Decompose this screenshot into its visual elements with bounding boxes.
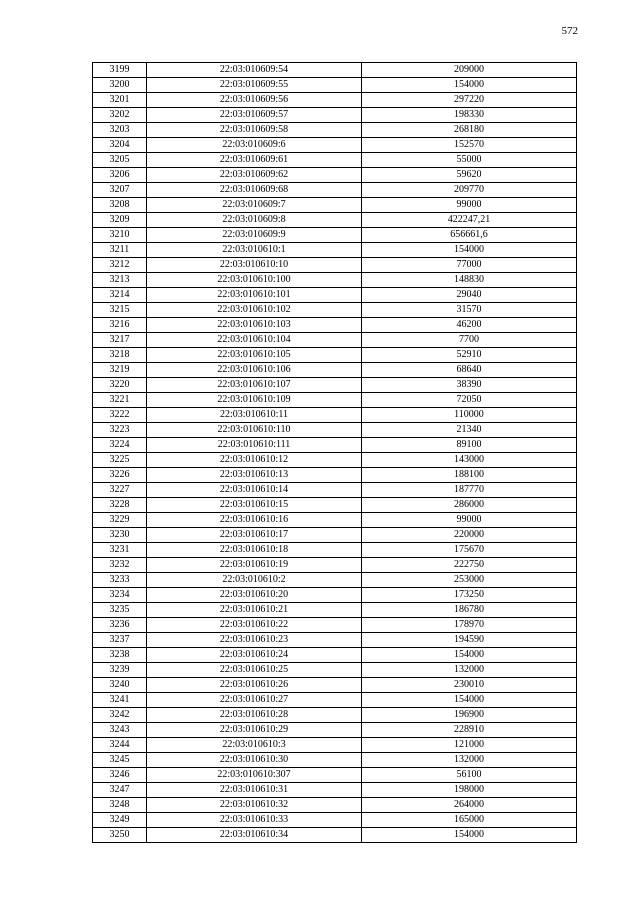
cadastral-number-cell: 22:03:010610:107 [147, 378, 362, 393]
cadastral-value-cell: 209000 [362, 63, 577, 78]
row-number-cell: 3232 [93, 558, 147, 573]
cadastral-number-cell: 22:03:010610:17 [147, 528, 362, 543]
cadastral-number-cell: 22:03:010609:58 [147, 123, 362, 138]
table-row [93, 138, 577, 153]
cadastral-value-cell: 194590 [362, 633, 577, 648]
table-row [93, 723, 577, 738]
cadastral-number-cell: 22:03:010610:11 [147, 408, 362, 423]
cadastral-number-cell: 22:03:010610:27 [147, 693, 362, 708]
row-number-cell: 3236 [93, 618, 147, 633]
row-number-cell: 3247 [93, 783, 147, 798]
cadastral-number-cell: 22:03:010610:111 [147, 438, 362, 453]
cadastral-value-cell: 186780 [362, 603, 577, 618]
row-number-cell: 3222 [93, 408, 147, 423]
cadastral-number-cell: 22:03:010610:13 [147, 468, 362, 483]
row-number-cell: 3250 [93, 828, 147, 843]
table-row [93, 693, 577, 708]
cadastral-number-cell: 22:03:010610:25 [147, 663, 362, 678]
row-number-cell: 3209 [93, 213, 147, 228]
row-number-cell: 3204 [93, 138, 147, 153]
cadastral-number-cell: 22:03:010610:28 [147, 708, 362, 723]
table-row [93, 468, 577, 483]
cadastral-value-cell: 31570 [362, 303, 577, 318]
cadastral-number-cell: 22:03:010610:19 [147, 558, 362, 573]
row-number-cell: 3241 [93, 693, 147, 708]
table-row [93, 333, 577, 348]
cadastral-number-cell: 22:03:010610:24 [147, 648, 362, 663]
table-row [93, 768, 577, 783]
cadastral-value-cell: 230010 [362, 678, 577, 693]
table-row [93, 408, 577, 423]
cadastral-value-cell: 46200 [362, 318, 577, 333]
cadastral-number-cell: 22:03:010610:22 [147, 618, 362, 633]
cadastral-number-cell: 22:03:010610:30 [147, 753, 362, 768]
cadastral-value-cell: 52910 [362, 348, 577, 363]
cadastral-number-cell: 22:03:010609:9 [147, 228, 362, 243]
row-number-cell: 3210 [93, 228, 147, 243]
cadastral-number-cell: 22:03:010610:104 [147, 333, 362, 348]
table-row [93, 633, 577, 648]
cadastral-value-cell: 264000 [362, 798, 577, 813]
page-number: 572 [561, 25, 578, 37]
row-number-cell: 3238 [93, 648, 147, 663]
cadastral-number-cell: 22:03:010609:6 [147, 138, 362, 153]
cadastral-value-cell: 154000 [362, 693, 577, 708]
cadastral-number-cell: 22:03:010610:15 [147, 498, 362, 513]
cadastral-number-cell: 22:03:010610:29 [147, 723, 362, 738]
table-row [93, 798, 577, 813]
row-number-cell: 3211 [93, 243, 147, 258]
row-number-cell: 3214 [93, 288, 147, 303]
cadastral-value-cell: 21340 [362, 423, 577, 438]
cadastral-value-cell: 175670 [362, 543, 577, 558]
cadastral-value-cell: 154000 [362, 78, 577, 93]
row-number-cell: 3227 [93, 483, 147, 498]
cadastral-number-cell: 22:03:010610:307 [147, 768, 362, 783]
cadastral-number-cell: 22:03:010610:110 [147, 423, 362, 438]
table-row [93, 273, 577, 288]
cadastral-number-cell: 22:03:010610:34 [147, 828, 362, 843]
cadastral-number-cell: 22:03:010610:10 [147, 258, 362, 273]
cadastral-number-cell: 22:03:010610:33 [147, 813, 362, 828]
cadastral-value-cell: 152570 [362, 138, 577, 153]
cadastral-value-cell: 198330 [362, 108, 577, 123]
row-number-cell: 3202 [93, 108, 147, 123]
cadastral-value-cell: 132000 [362, 753, 577, 768]
cadastral-number-cell: 22:03:010610:21 [147, 603, 362, 618]
row-number-cell: 3205 [93, 153, 147, 168]
table-row [93, 183, 577, 198]
cadastral-value-cell: 7700 [362, 333, 577, 348]
table-row [93, 423, 577, 438]
table-row [93, 108, 577, 123]
row-number-cell: 3239 [93, 663, 147, 678]
cadastral-value-cell: 286000 [362, 498, 577, 513]
table-row [93, 543, 577, 558]
row-number-cell: 3221 [93, 393, 147, 408]
cadastral-number-cell: 22:03:010610:26 [147, 678, 362, 693]
table-row [93, 648, 577, 663]
row-number-cell: 3217 [93, 333, 147, 348]
table-row [93, 678, 577, 693]
row-number-cell: 3242 [93, 708, 147, 723]
row-number-cell: 3249 [93, 813, 147, 828]
row-number-cell: 3244 [93, 738, 147, 753]
row-number-cell: 3226 [93, 468, 147, 483]
cadastral-value-cell: 56100 [362, 768, 577, 783]
row-number-cell: 3240 [93, 678, 147, 693]
cadastral-number-cell: 22:03:010609:56 [147, 93, 362, 108]
cadastral-value-cell: 268180 [362, 123, 577, 138]
table-row [93, 213, 577, 228]
row-number-cell: 3201 [93, 93, 147, 108]
table-row [93, 513, 577, 528]
cadastral-value-cell: 110000 [362, 408, 577, 423]
row-number-cell: 3248 [93, 798, 147, 813]
table-row [93, 438, 577, 453]
cadastral-number-cell: 22:03:010609:57 [147, 108, 362, 123]
row-number-cell: 3218 [93, 348, 147, 363]
table-row [93, 78, 577, 93]
cadastral-value-cell: 121000 [362, 738, 577, 753]
row-number-cell: 3208 [93, 198, 147, 213]
row-number-cell: 3219 [93, 363, 147, 378]
table-row [93, 378, 577, 393]
cadastral-number-cell: 22:03:010610:18 [147, 543, 362, 558]
cadastral-value-cell: 68640 [362, 363, 577, 378]
cadastral-value-cell: 89100 [362, 438, 577, 453]
cadastral-number-cell: 22:03:010610:100 [147, 273, 362, 288]
cadastral-number-cell: 22:03:010610:105 [147, 348, 362, 363]
row-number-cell: 3213 [93, 273, 147, 288]
table-row [93, 453, 577, 468]
table-row [93, 483, 577, 498]
table-row [93, 708, 577, 723]
row-number-cell: 3216 [93, 318, 147, 333]
table-row [93, 348, 577, 363]
cadastral-number-cell: 22:03:010610:106 [147, 363, 362, 378]
cadastral-value-cell: 77000 [362, 258, 577, 273]
table-row [93, 828, 577, 843]
cadastral-value-cell: 188100 [362, 468, 577, 483]
cadastral-value-cell: 228910 [362, 723, 577, 738]
table-row [93, 318, 577, 333]
cadastral-value-cell: 222750 [362, 558, 577, 573]
table-row [93, 258, 577, 273]
cadastral-value-cell: 209770 [362, 183, 577, 198]
table-row [93, 783, 577, 798]
table-body [93, 63, 577, 843]
row-number-cell: 3231 [93, 543, 147, 558]
row-number-cell: 3243 [93, 723, 147, 738]
table-row [93, 618, 577, 633]
cadastral-value-cell: 173250 [362, 588, 577, 603]
row-number-cell: 3234 [93, 588, 147, 603]
cadastral-value-cell: 154000 [362, 828, 577, 843]
table-row [93, 393, 577, 408]
cadastral-number-cell: 22:03:010609:7 [147, 198, 362, 213]
row-number-cell: 3246 [93, 768, 147, 783]
cadastral-value-cell: 198000 [362, 783, 577, 798]
table-row [93, 288, 577, 303]
table-row [93, 573, 577, 588]
table-row [93, 588, 577, 603]
cadastral-value-cell: 220000 [362, 528, 577, 543]
table-row [93, 228, 577, 243]
table-row [93, 663, 577, 678]
cadastral-value-cell: 99000 [362, 513, 577, 528]
table-row [93, 738, 577, 753]
cadastral-number-cell: 22:03:010610:109 [147, 393, 362, 408]
cadastral-number-cell: 22:03:010609:54 [147, 63, 362, 78]
row-number-cell: 3228 [93, 498, 147, 513]
cadastral-value-cell: 29040 [362, 288, 577, 303]
table-row [93, 498, 577, 513]
cadastral-number-cell: 22:03:010610:31 [147, 783, 362, 798]
table-row [93, 753, 577, 768]
row-number-cell: 3245 [93, 753, 147, 768]
cadastral-number-cell: 22:03:010609:55 [147, 78, 362, 93]
table-row [93, 558, 577, 573]
cadastral-number-cell: 22:03:010610:14 [147, 483, 362, 498]
cadastral-number-cell: 22:03:010610:23 [147, 633, 362, 648]
cadastral-value-cell: 55000 [362, 153, 577, 168]
table-row [93, 198, 577, 213]
cadastral-number-cell: 22:03:010610:1 [147, 243, 362, 258]
cadastral-value-table [92, 62, 577, 843]
table-row [93, 168, 577, 183]
cadastral-value-cell: 165000 [362, 813, 577, 828]
cadastral-number-cell: 22:03:010610:102 [147, 303, 362, 318]
row-number-cell: 3223 [93, 423, 147, 438]
row-number-cell: 3233 [93, 573, 147, 588]
cadastral-value-cell: 99000 [362, 198, 577, 213]
cadastral-number-cell: 22:03:010610:2 [147, 573, 362, 588]
cadastral-value-cell: 196900 [362, 708, 577, 723]
cadastral-value-cell: 148830 [362, 273, 577, 288]
row-number-cell: 3229 [93, 513, 147, 528]
cadastral-number-cell: 22:03:010610:20 [147, 588, 362, 603]
row-number-cell: 3225 [93, 453, 147, 468]
table-row [93, 363, 577, 378]
row-number-cell: 3200 [93, 78, 147, 93]
row-number-cell: 3199 [93, 63, 147, 78]
cadastral-number-cell: 22:03:010609:61 [147, 153, 362, 168]
cadastral-number-cell: 22:03:010609:8 [147, 213, 362, 228]
row-number-cell: 3207 [93, 183, 147, 198]
row-number-cell: 3235 [93, 603, 147, 618]
table-row [93, 303, 577, 318]
cadastral-number-cell: 22:03:010610:103 [147, 318, 362, 333]
row-number-cell: 3206 [93, 168, 147, 183]
cadastral-value-cell: 656661,6 [362, 228, 577, 243]
row-number-cell: 3220 [93, 378, 147, 393]
cadastral-value-cell: 72050 [362, 393, 577, 408]
table-row [93, 123, 577, 138]
row-number-cell: 3203 [93, 123, 147, 138]
cadastral-number-cell: 22:03:010610:32 [147, 798, 362, 813]
cadastral-value-cell: 154000 [362, 648, 577, 663]
cadastral-value-cell: 154000 [362, 243, 577, 258]
row-number-cell: 3215 [93, 303, 147, 318]
table-row [93, 93, 577, 108]
cadastral-number-cell: 22:03:010610:16 [147, 513, 362, 528]
cadastral-value-cell: 297220 [362, 93, 577, 108]
cadastral-value-cell: 38390 [362, 378, 577, 393]
table-row [93, 528, 577, 543]
row-number-cell: 3230 [93, 528, 147, 543]
table-row [93, 243, 577, 258]
cadastral-value-cell: 253000 [362, 573, 577, 588]
cadastral-number-cell: 22:03:010610:101 [147, 288, 362, 303]
cadastral-value-cell: 59620 [362, 168, 577, 183]
cadastral-value-cell: 422247,21 [362, 213, 577, 228]
cadastral-number-cell: 22:03:010610:3 [147, 738, 362, 753]
cadastral-number-cell: 22:03:010609:68 [147, 183, 362, 198]
cadastral-value-cell: 143000 [362, 453, 577, 468]
cadastral-value-cell: 187770 [362, 483, 577, 498]
table-row [93, 603, 577, 618]
cadastral-value-cell: 132000 [362, 663, 577, 678]
table-row [93, 813, 577, 828]
row-number-cell: 3224 [93, 438, 147, 453]
row-number-cell: 3212 [93, 258, 147, 273]
cadastral-value-cell: 178970 [362, 618, 577, 633]
cadastral-number-cell: 22:03:010610:12 [147, 453, 362, 468]
row-number-cell: 3237 [93, 633, 147, 648]
table-row [93, 153, 577, 168]
table-row [93, 63, 577, 78]
cadastral-number-cell: 22:03:010609:62 [147, 168, 362, 183]
